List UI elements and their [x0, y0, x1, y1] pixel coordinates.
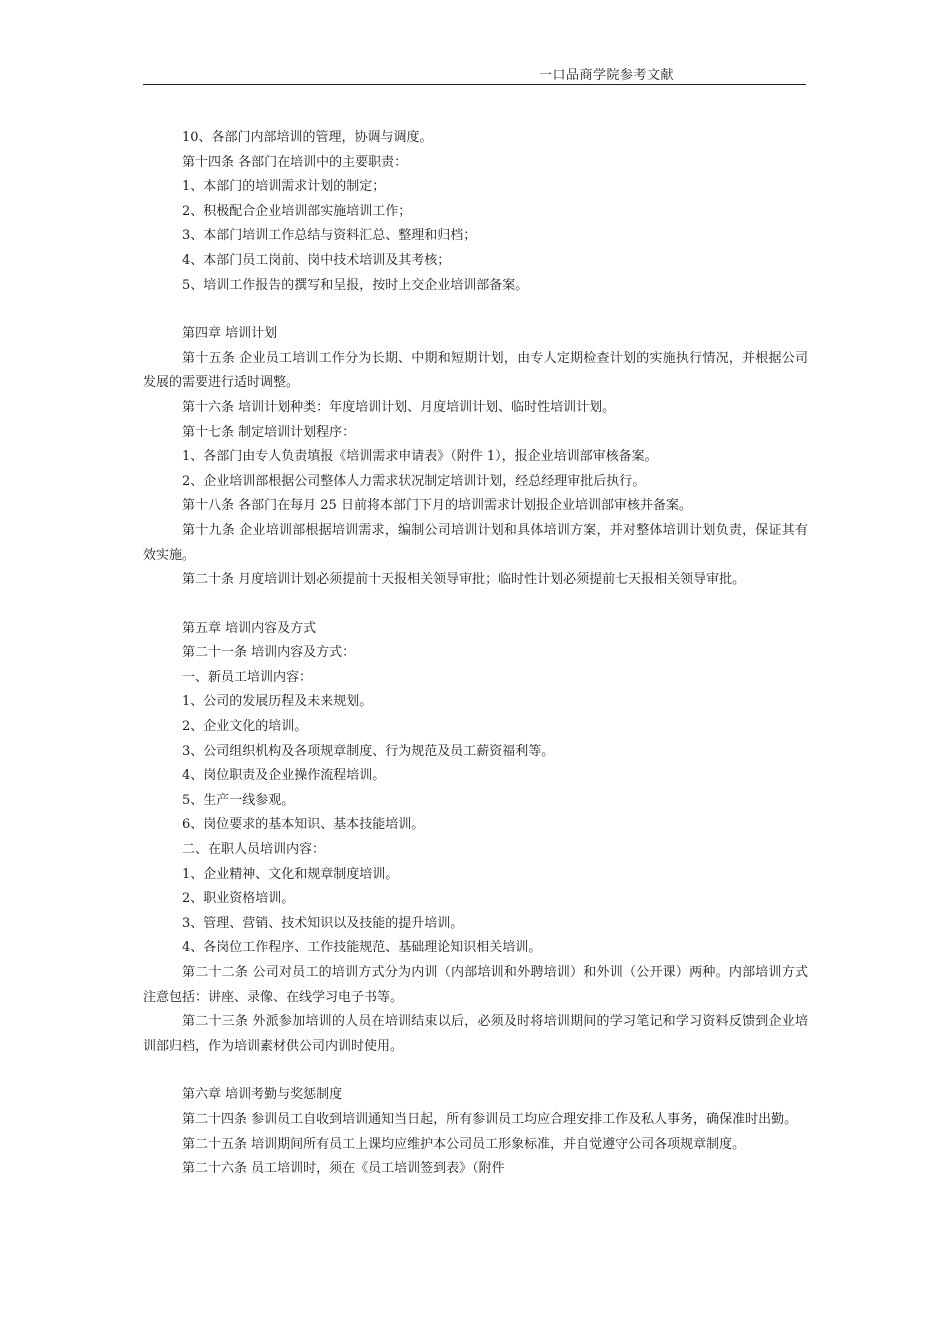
paragraph: 3、本部门培训工作总结与资料汇总、整理和归档； — [182, 228, 477, 244]
paragraph: 2、企业文化的培训。 — [182, 719, 308, 735]
paragraph: 3、公司组织机构及各项规章制度、行为规范及员工薪资福利等。 — [182, 743, 555, 759]
paragraph: 第二十六条 员工培训时，须在《员工培训签到表》（附件 — [182, 1161, 505, 1177]
paragraph: 4、本部门员工岗前、岗中技术培训及其考核； — [182, 252, 451, 268]
paragraph: 第二十条 月度培训计划必须提前十天报相关领导审批；临时性计划必须提前七天报相关领导审批。 — [182, 572, 746, 588]
paragraph: 1、公司的发展历程及未来规划。 — [182, 694, 373, 710]
paragraph: 2、企业培训部根据公司整体人力需求状况制定培训计划，经总经理审批后执行。 — [182, 473, 646, 489]
section-gap — [143, 1059, 808, 1083]
paragraph: 3、管理、营销、技术知识以及技能的提升培训。 — [182, 915, 464, 931]
paragraph: 第十五条 企业员工培训工作分为长期、中期和短期计划，由专人定期检查计划的实施执行情况，并根据公司发展的需要进行适时调整。 — [143, 350, 808, 391]
paragraph: 6、岗位要求的基本知识、基本技能培训。 — [182, 817, 425, 833]
paragraph: 第二十二条 公司对员工的培训方式分为内训（内部培训和外聘培训）和外训（公开课）两种。内部培训方式注意包括：讲座、录像、在线学习电子书等。 — [143, 965, 808, 1005]
page-header — [143, 64, 806, 85]
paragraph: 4、各岗位工作程序、工作技能规范、基础理论知识相关培训。 — [182, 940, 542, 956]
paragraph: 第十六条 培训计划种类：年度培训计划、月度培训计划、临时性培训计划。 — [182, 399, 616, 415]
document-body — [143, 126, 808, 1182]
paragraph: 4、岗位职责及企业操作流程培训。 — [182, 768, 386, 784]
paragraph: 第六章 培训考勤与奖惩制度 — [182, 1087, 343, 1103]
paragraph: 2、职业资格培训。 — [182, 891, 295, 907]
paragraph: 第十七条 制定培训计划程序： — [182, 424, 356, 440]
paragraph: 1、各部门由专人负责填报《培训需求申请表》（附件 1），报企业培训部审核备案。 — [182, 449, 658, 465]
paragraph: 第二十三条 外派参加培训的人员在培训结束以后，必须及时将培训期间的学习笔记和学习资料反馈到企业培训部归档，作为培训素材供公司内训时使用。 — [143, 1014, 808, 1054]
paragraph: 一、新员工培训内容： — [182, 669, 313, 685]
paragraph: 第四章 培训计划 — [182, 326, 278, 342]
section-gap — [143, 593, 808, 617]
paragraph: 第二十五条 培训期间所有员工上课均应维护本公司员工形象标准，并自觉遵守公司各项规章制度。 — [182, 1136, 746, 1152]
paragraph: 第十九条 企业培训部根据培训需求，编制公司培训计划和具体培训方案，并对整体培训计划负责，保证其有效实施。 — [143, 522, 808, 563]
paragraph: 第十四条 各部门在培训中的主要职责： — [182, 154, 408, 170]
paragraph: 第十八条 各部门在每月 25 日前将本部门下月的培训需求计划报企业培训部审核并备案。 — [182, 498, 692, 514]
paragraph: 第二十一条 培训内容及方式： — [182, 645, 356, 661]
header-title: 一口品商学院参考文献 — [538, 68, 674, 83]
paragraph: 二、在职人员培训内容： — [182, 842, 326, 858]
paragraph: 2、积极配合企业培训部实施培训工作； — [182, 203, 412, 219]
paragraph: 5、培训工作报告的撰写和呈报，按时上交企业培训部备案。 — [182, 277, 529, 293]
paragraph: 第二十四条 参训员工自收到培训通知当日起，所有参训员工均应合理安排工作及私人事务，确保准时出勤。 — [182, 1111, 798, 1127]
paragraph: 第五章 培训内容及方式 — [182, 620, 317, 636]
paragraph: 1、企业精神、文化和规章制度培训。 — [182, 866, 399, 882]
paragraph: 5、生产一线参观。 — [182, 792, 295, 808]
paragraph: 10、各部门内部培训的管理，协调与调度。 — [182, 130, 433, 145]
section-gap — [143, 298, 808, 322]
paragraph: 1、本部门的培训需求计划的制定； — [182, 179, 386, 195]
